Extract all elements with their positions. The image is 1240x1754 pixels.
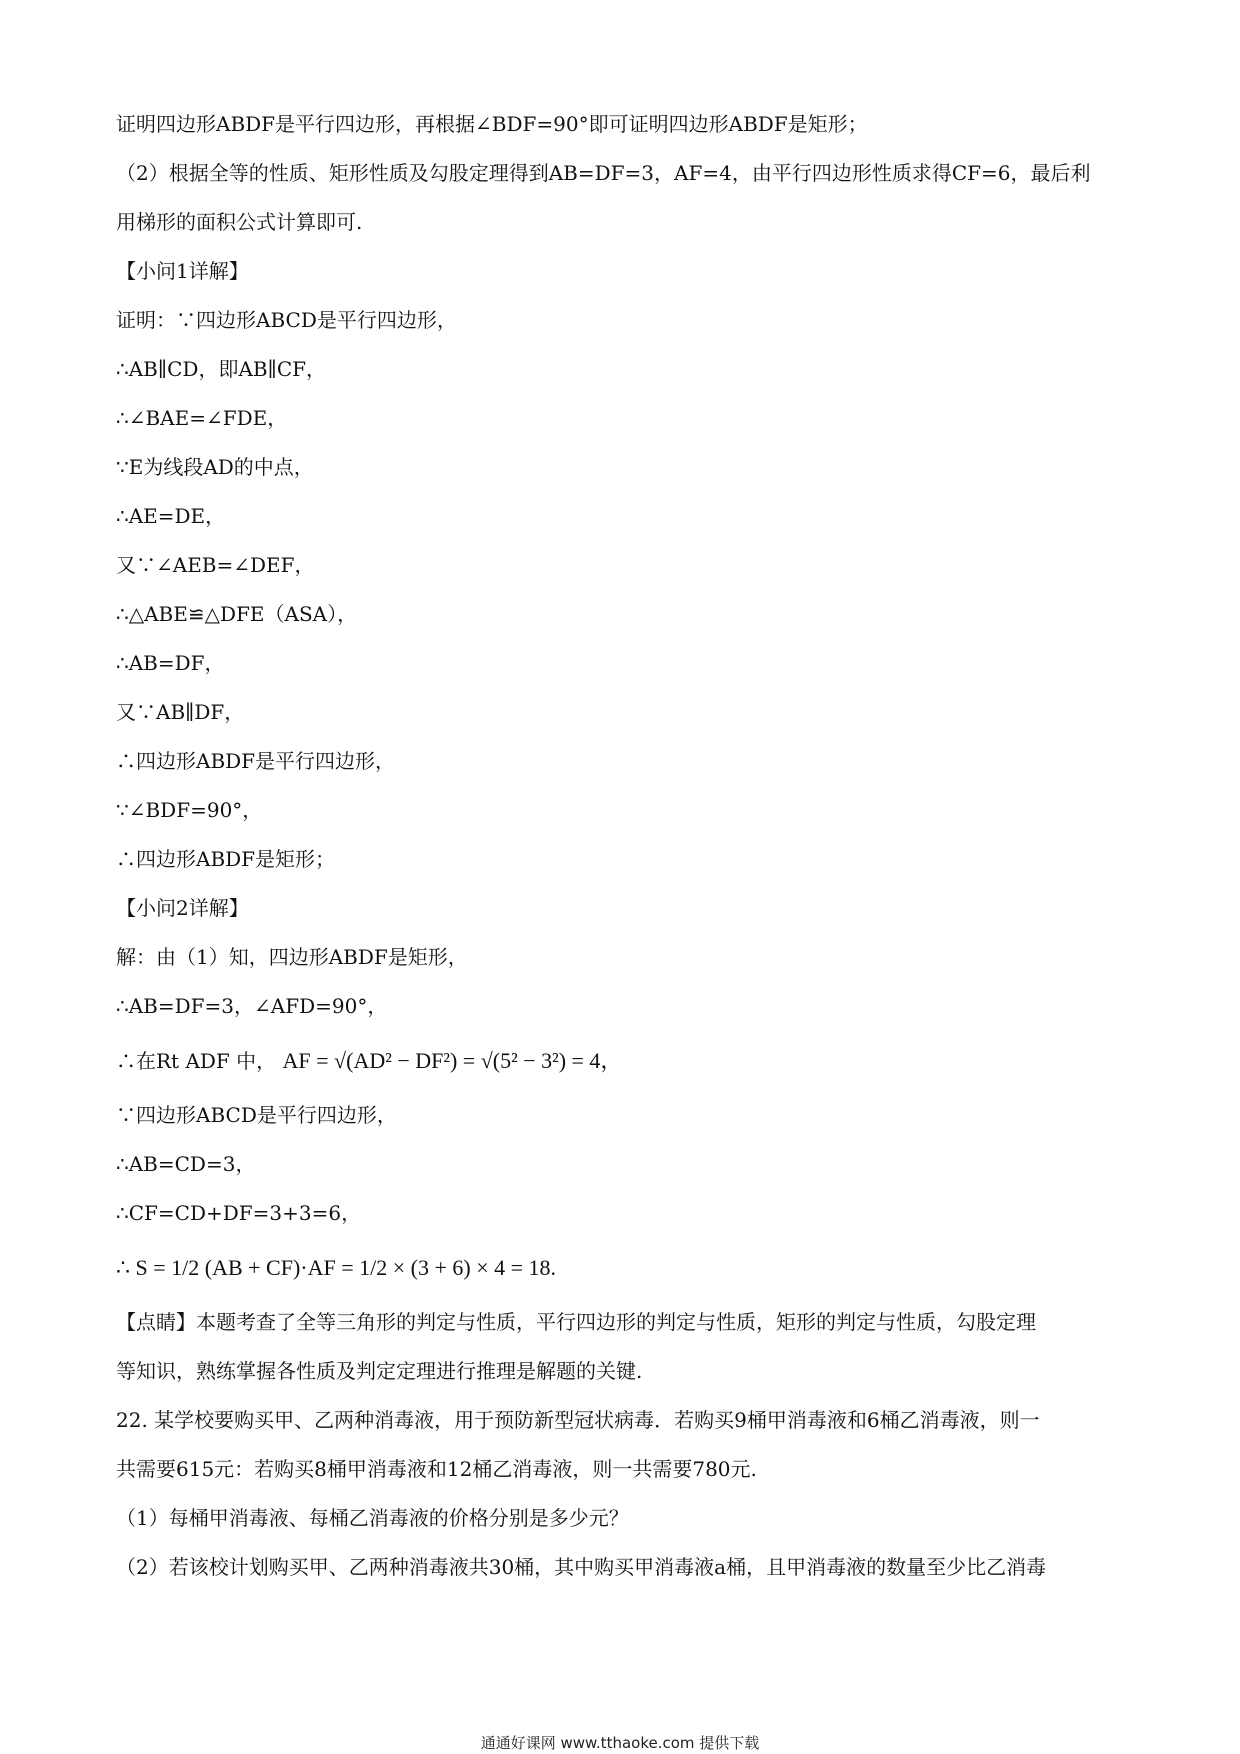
- text-line: ∵∠BDF=90°，: [116, 798, 263, 822]
- formula-prefix: ∴在Rt ADF 中，: [116, 1049, 277, 1073]
- formula-line-pythagoras: [116, 1031, 1136, 1091]
- text-line: 用梯形的面积公式计算即可.: [116, 210, 363, 234]
- question-text: （1）每桶甲消毒液、每桶乙消毒液的价格分别是多少元？: [116, 1506, 629, 1530]
- question-text: 22. 某学校要购买甲、乙两种消毒液，用于预防新型冠状病毒．若购买9桶甲消毒液和6桶乙消毒液，则一: [116, 1408, 1040, 1432]
- text-line: ∴AB=DF=3，∠AFD=90°，: [116, 994, 388, 1018]
- text-line: ∴AB=DF，: [116, 651, 225, 675]
- document-page: [116, 100, 1136, 1592]
- text-line: ∴AB∥CD，即AB∥CF，: [116, 357, 326, 381]
- pythagoras-formula: AF = √(AD² − DF²) = √(5² − 3²) = 4，: [282, 1048, 623, 1073]
- text-line: 解：由（1）知，四边形ABDF是矩形，: [116, 945, 468, 969]
- question-text: 共需要615元：若购买8桶甲消毒液和12桶乙消毒液，则一共需要780元.: [116, 1457, 757, 1481]
- text-line: 证明：∵四边形ABCD是平行四边形，: [116, 308, 457, 332]
- section-heading: 【小问1详解】: [116, 259, 249, 283]
- text-line: 等知识，熟练掌握各性质及判定定理进行推理是解题的关键.: [116, 1359, 643, 1383]
- text-line: 证明四边形ABDF是平行四边形，再根据∠BDF=90°即可证明四边形ABDF是矩形；: [116, 112, 868, 136]
- question-text: （2）若该校计划购买甲、乙两种消毒液共30桶，其中购买甲消毒液a桶，且甲消毒液的数量至少比乙消毒: [116, 1555, 1047, 1579]
- text-line: 又∵AB∥DF，: [116, 700, 245, 724]
- text-line: ∴CF=CD+DF=3+3=6，: [116, 1201, 362, 1225]
- text-line: 【点睛】本题考查了全等三角形的判定与性质，平行四边形的判定与性质，矩形的判定与性质，勾股定理: [116, 1310, 1036, 1334]
- text-line: ∴四边形ABDF是平行四边形，: [116, 749, 396, 773]
- section-heading: 【小问2详解】: [116, 896, 249, 920]
- text-line: ∴△ABE≌△DFE（ASA），: [116, 602, 358, 626]
- text-line: ∴AE=DE，: [116, 504, 226, 528]
- area-formula: ∴ S = 1/2 (AB + CF)·AF = 1/2 × (3 + 6) × 4 = 18.: [116, 1255, 557, 1280]
- text-line: ∵E为线段AD的中点，: [116, 455, 314, 479]
- text-line: ∵四边形ABCD是平行四边形，: [116, 1103, 397, 1127]
- text-line: ∴∠BAE=∠FDE，: [116, 406, 288, 430]
- text-line: ∴AB=CD=3，: [116, 1152, 256, 1176]
- text-line: 又∵∠AEB=∠DEF，: [116, 553, 315, 577]
- page-footer: 通通好课网 www.tthaoke.com 提供下载: [480, 1734, 760, 1752]
- text-line: ∴四边形ABDF是矩形；: [116, 847, 336, 871]
- text-line: （2）根据全等的性质、矩形性质及勾股定理得到AB=DF=3，AF=4，由平行四边形性质求得CF=6，最后利: [116, 161, 1091, 185]
